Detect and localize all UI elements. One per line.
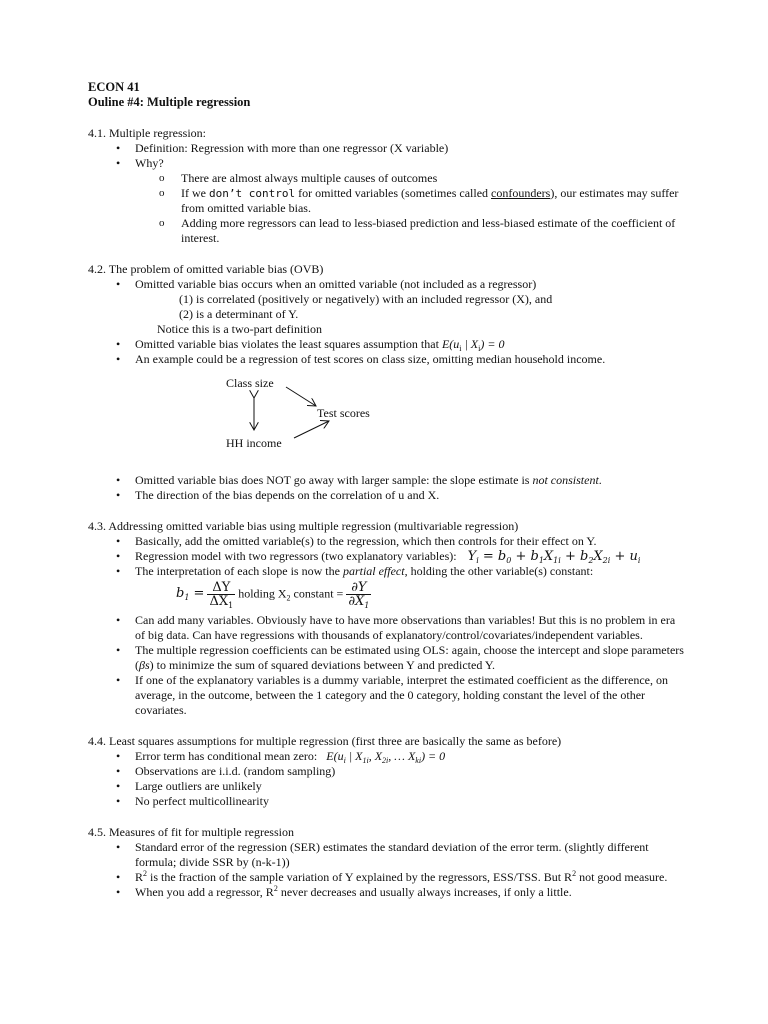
text-run: partial effect (342, 564, 405, 578)
text-run: 2 (572, 869, 577, 878)
list-item-text: Omitted variable bias occurs when an omitted variable (not included as a regressor) (135, 277, 537, 291)
outline-title: Ouline #4: Multiple regression (88, 95, 251, 109)
text-run: holding X (238, 586, 287, 601)
arrow-hhincome-testscores (294, 421, 329, 438)
text-run: ) = 0 (480, 337, 505, 351)
text-run: for omitted variables (sometimes called (295, 186, 492, 200)
list-item: • Definition: Regression with more than one regressor (X variable) (88, 141, 688, 156)
list-item-text: Regression model with two regressors (two explanatory variables): (135, 549, 457, 563)
bullet-list (88, 613, 688, 718)
text-run: ) to minimize the sum of squared deviations between Y and predicted Y. (149, 658, 496, 672)
list-item-text: Why? (135, 156, 164, 170)
text-run: 2 (143, 869, 148, 878)
text-run: constant = (290, 586, 344, 601)
numbered-list (135, 292, 688, 322)
list-item (88, 885, 688, 900)
delta-fraction: $\frac{\Delta Y}{\Delta X_1}$ (209, 580, 234, 610)
text-run: is the fraction of the sample variation of Y explained by the regressors, ESS/TSS. But R (147, 870, 573, 884)
section-heading: 4.5. Measures of fit for multiple regression (88, 825, 294, 839)
arrow-classsize-testscores (286, 387, 316, 406)
section-heading: 4.4. Least squares assumptions for multiple regression (first three are basically the same as before) (88, 734, 562, 748)
section-heading: 4.1. Multiple regression: (88, 126, 206, 140)
text-run: not consistent (532, 473, 599, 487)
document-page (88, 80, 688, 900)
list-item (88, 473, 688, 488)
sub-list-item: o There are almost always multiple causes of outcomes (135, 171, 688, 186)
course-title: ECON 41 (88, 80, 140, 94)
text-run: never decreases and usually always increases, if only a little. (277, 885, 572, 899)
list-item: • Basically, add the omitted variable(s) to the regression, which then controls for their effect on Y. (88, 534, 688, 549)
conditional-mean-formula: $E(u_i$ | $X_{1i}$, $X_{2i}$, … $X_{ki}) = 0$ (326, 749, 446, 765)
text-run: confounders (491, 186, 551, 200)
list-item (88, 156, 688, 246)
list-item: • Standard error of the regression (SER) estimates the standard deviation of the error term. (slightly different formula; divide SSR by (n-k-1)) (88, 840, 688, 870)
section-4-3 (88, 519, 688, 718)
coefficient-symbol: $b_1$ = (176, 586, 205, 603)
text-run: Omitted variable bias does NOT go away with larger sample: the slope estimate is (135, 473, 533, 487)
bullet-list (88, 277, 688, 367)
section-heading: 4.3. Addressing omitted variable bias using multiple regression (multivariable regression) (88, 519, 519, 533)
list-item: • Observations are i.i.d. (random sampling) (88, 764, 688, 779)
text-run: R (135, 870, 144, 884)
numbered-item: (2) is a determinant of Y. (179, 307, 299, 321)
section-4-4 (88, 734, 688, 809)
partial-effect-formula (88, 581, 688, 611)
text-run: ), our estimates may suffer from omitted variable bias. (181, 186, 679, 215)
text-run: don’t control (208, 187, 296, 200)
text-run: The interpretation of each slope is now the (135, 564, 343, 578)
diagram-arrows (88, 373, 688, 463)
node-class-size: Class size (226, 376, 274, 390)
list-item (88, 277, 688, 337)
text-run: . (598, 473, 602, 487)
node-hh-income: HH income (226, 436, 282, 450)
list-item (88, 337, 688, 352)
list-item: • The direction of the bias depends on the correlation of u and X. (88, 488, 688, 503)
text-run: When you add a regressor, R (135, 885, 274, 899)
regression-equation: $Y_i = b_0 + b_1X_{1i} + b_2X_{2i} + u_i$ (467, 549, 641, 565)
list-item (88, 643, 688, 673)
list-item: • Large outliers are unlikely (88, 779, 688, 794)
bullet-list (88, 141, 688, 246)
list-item (88, 870, 688, 885)
text-run: | X (461, 337, 479, 351)
section-heading: 4.2. The problem of omitted variable bias (OVB) (88, 262, 324, 276)
ovb-diagram (88, 373, 688, 463)
list-item: • If one of the explanatory variables is a dummy variable, interpret the estimated coefficient as the difference, on average, in the outcome, between the 1 category and the 0 category, holding constant the level of the other covariates. (88, 673, 688, 718)
text-run: If we (181, 186, 209, 200)
section-4-5 (88, 825, 688, 900)
text-run: Omitted variable bias violates the least squares assumption that (135, 337, 442, 351)
list-item: • No perfect multicollinearity (88, 794, 688, 809)
sub-bullet-list (135, 171, 688, 246)
text-run: βs (139, 658, 150, 672)
section-4-1 (88, 126, 688, 246)
section-4-2 (88, 262, 688, 503)
numbered-item: (1) is correlated (positively or negatively) with an included regressor (X), and (179, 292, 553, 306)
list-item (88, 749, 688, 764)
bullet-list (88, 473, 688, 503)
bullet-list (88, 534, 688, 579)
sub-list-item: o Adding more regressors can lead to less-biased prediction and less-biased estimate of the coefficient of interest. (135, 216, 688, 246)
text-run: The multiple regression coefficients can be estimated using OLS: again, choose the intercept and slope parameters ( (135, 643, 684, 672)
list-item: • An example could be a regression of test scores on class size, omitting median household income. (88, 352, 688, 367)
list-item-text: Error term has conditional mean zero: (135, 749, 318, 763)
text-run: i (459, 344, 462, 353)
bullet-list (88, 749, 688, 809)
list-item (88, 564, 688, 579)
text-run: , holding the other variable(s) constant: (404, 564, 594, 578)
text-run: not good measure. (576, 870, 668, 884)
text-run: 2 (273, 884, 278, 893)
text-run: i (478, 344, 481, 353)
list-item: • Can add many variables. Obviously have to have more observations than variables! But this is no problem in era of big data. Can have regressions with thousands of explanatory/control/covariates/independent variables. (88, 613, 688, 643)
sub-list-item (135, 186, 688, 216)
bullet-list (88, 840, 688, 900)
partial-derivative-fraction: $\frac{\partial Y}{\partial X_1}$ (348, 580, 370, 610)
list-item (88, 549, 688, 564)
note-text: Notice this is a two-part definition (157, 322, 322, 336)
text-run: 2 (286, 593, 291, 603)
node-test-scores: Test scores (317, 406, 370, 420)
text-run: E(u (441, 337, 460, 351)
